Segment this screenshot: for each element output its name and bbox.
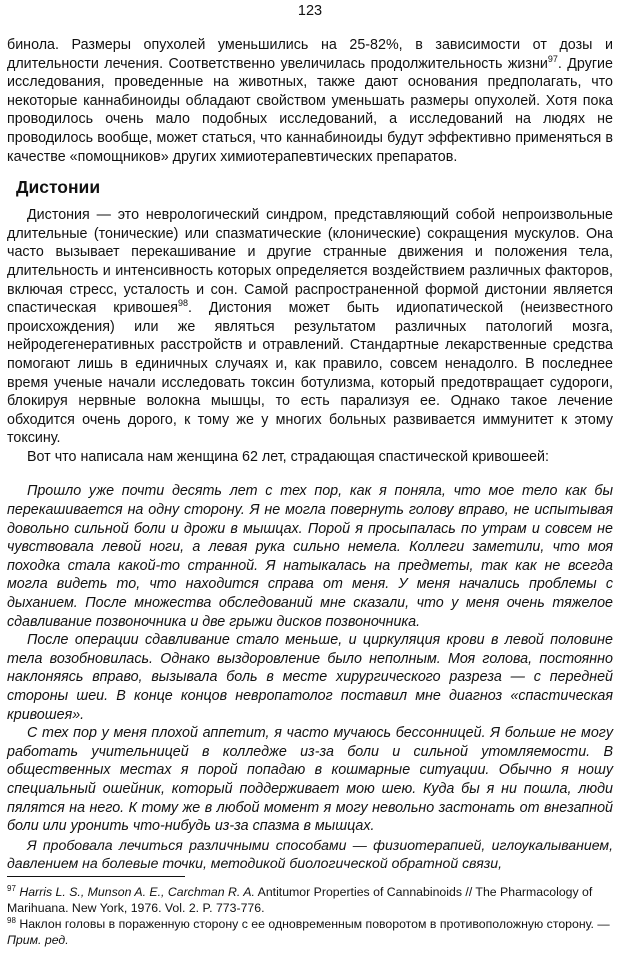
footnote-ref-98[interactable]: 98	[178, 298, 189, 309]
footnote-98-text: Наклон головы в пораженную сторону с ее одновременным поворотом в противоположную сторону. —	[15, 917, 610, 932]
footnote-97: $^{97}$ Harris L. S., Munson A. E., Carchman R. A. Antitumor Properties of Cannabinoids // The Pharmacology of Marihuana. New York, 1976. Vol. 2. P. 773-776.	[7, 883, 593, 915]
footnote-98-editor-note: Прим. ред.	[7, 932, 69, 947]
footnote-ref-97[interactable]: 97	[547, 53, 558, 64]
footnote-98: $^{98}$ Наклон головы в пораженную сторону с ее одновременным поворотом в противоположную сторону. — Прим. ред.	[7, 916, 610, 947]
dystonia-paragraph-2: Вот что написала нам женщина 62 лет, страдающая спастической кривошеей:	[27, 448, 549, 465]
section-heading: Дистонии	[16, 177, 101, 198]
footnote-97-authors: Harris L. S., Munson A. E., Carchman R. A.	[19, 885, 255, 899]
quote-paragraph-2: После операции сдавливание стало меньше, и циркуляция крови в левой половине тела возобновилась. Однако выздоровление было неполным. Моя голова, постоянно наклоняясь вправо, вызывала боль в месте хирургического разреза — с передней стороны шеи. В конце концов невропатолог поставил мне диагноз «спастическая кривошея».	[7, 632, 613, 723]
footnote-divider	[7, 876, 185, 877]
page-number: 123	[297, 3, 323, 19]
footnote-97-text: Antitumor Properties of Cannabinoids // The Pharmacology of Marihuana. New York, 1976. Vol. 2. P. 773-776.	[7, 885, 593, 915]
quote-paragraph-1: Прошло уже почти десять лет с тех пор, как я поняла, что мое тело как бы перекашивается на одну сторону. Я не могла повернуть голову вправо, не испытывая довольно сильной боли и дрожи в мышцах. Порой я просыпалась по утрам и совсем не чувствовала левой ноги, а левая рука сильно немела. Коллеги заметили, что моя походка стала какой-то странной. Я натыкалась на предметы, так как не всегда могла видеть то, что находится справа от меня. У меня начались проблемы с дыханием. После множества обследований мне сказали, что у меня очень тяжелое сдавливание позвоночника и две грыжи дисков позвоночника.	[7, 483, 613, 630]
quote-paragraph-3: С тех пор у меня плохой аппетит, я часто мучаюсь бессонницей. Я больше не могу работать учительницей в колледже из-за боли и сильной утомляемости. В общественных местах я порой попадаю в кошмарные ситуации. Обычно я ношу специальный ошейник, который поддерживает мою шею. Куда бы я ни пошла, люди пялятся на него. К тому же в любой момент я могу невольно застонать от внезапной боли или уронить что-нибудь из-за спазма в мышцах.	[7, 725, 613, 835]
continuation-paragraph: бинола. Размеры опухолей уменьшились на 25-82%, в зависимости от дозы и длительности лечения. Соответственно увеличилась продолжительность жизни$^{97}$. Другие исследования, проведенные на животных, также дают основания предполагать, что некоторые каннабиноиды обладают свойством уменьшать размеры опухолей. Хотя пока проводилось очень мало подобных исследований, а исследований на людях не проводилось вообще, может статься, что каннабиноиды будут эффективно применяться в качестве «помощников» других химиотерапевтических препаратов.	[7, 37, 613, 165]
quote-paragraph-4: Я пробовала лечиться различными способами — физиотерапией, иглоукалыванием, давлением на болевые точки, методикой биологической обратной связи,	[7, 836, 613, 872]
footnotes	[7, 885, 613, 949]
page-body	[7, 36, 613, 873]
dystonia-paragraph-1: Дистония — это неврологический синдром, представляющий собой непроизвольные длительные (тонические) или спазматические (клонические) сокращения мускулов. Она часто вызывает перекашивание и другие странные движения и положения тела, длительность и интенсивность которых определяется воздействием различных факторов, включая стресс, усталость и сон. Самой распространенной формой дистонии является спастическая кривошея$^{98}$. Дистония может быть идиопатической (неизвестного происхождения) или же являться результатом различных патологий мозга, нейродегенеративных расстройств и отравлений. Стандартные лекарственные средства помогают лишь в единичных случаях и, как правило, совсем ненадолго. В последнее время ученые начали исследовать токсин ботулизма, который предотвращает судороги, блокируя нервные волокна мышцы, то есть парализуя ее. Однако такое лечение обходится очень дорого, к тому же у многих больных развивается иммунитет к этому токсину.	[7, 207, 613, 447]
